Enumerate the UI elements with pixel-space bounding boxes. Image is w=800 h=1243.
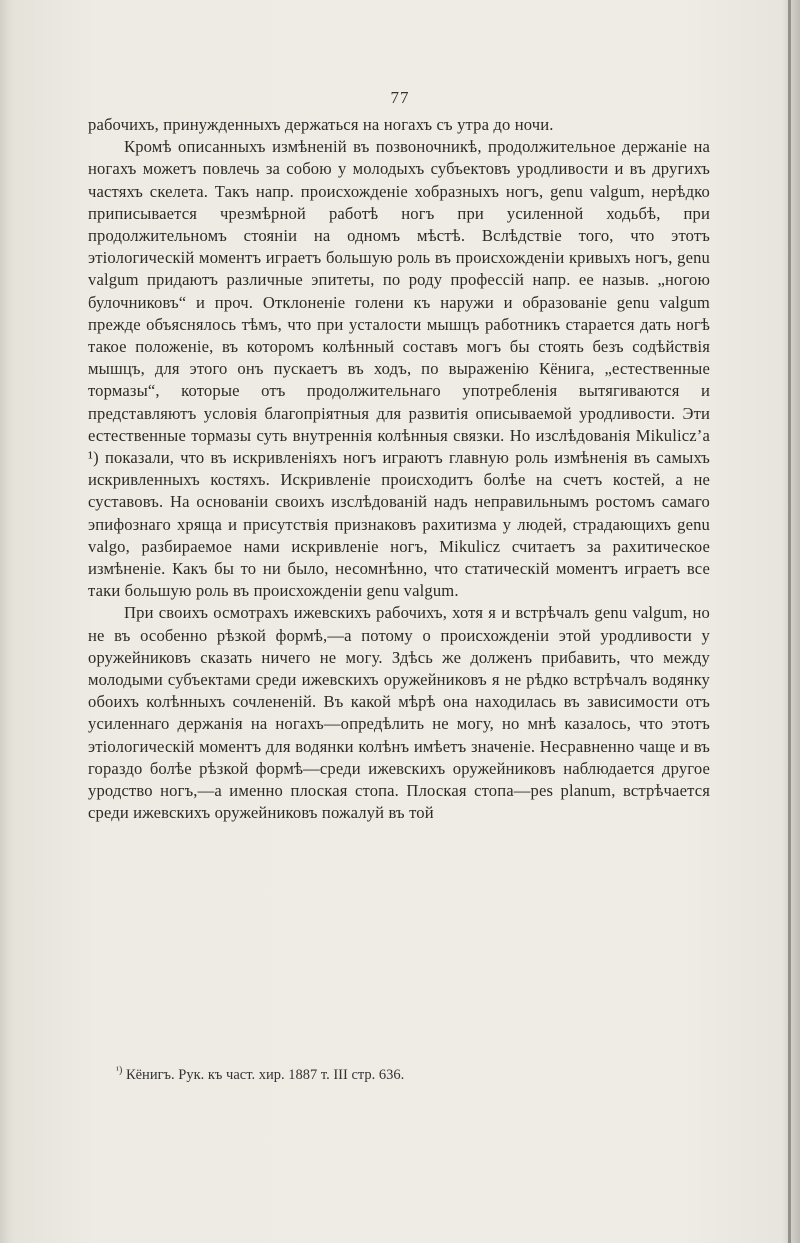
footnote-rule xyxy=(305,1063,505,1064)
page-right-edge xyxy=(782,0,800,1243)
body-text xyxy=(88,114,710,825)
footnote xyxy=(116,1066,676,1084)
paragraph: рабочихъ, принужденныхъ держаться на ногахъ съ утра до ночи. xyxy=(88,115,554,134)
footnote-text: Кёнигъ. Рук. къ част. хир. 1887 т. III стр. 636. xyxy=(122,1067,405,1083)
page-left-edge xyxy=(0,0,14,1243)
footnote-marker: ¹) xyxy=(116,1065,123,1077)
paragraph: При своихъ осмотрахъ ижевскихъ рабочихъ, хотя я и встрѣчалъ genu valgum, но не въ особенно рѣзкой формѣ,—а потому о происхожденіи этой уродливости у оружейниковъ сказать ничего не могу. Здѣсь же долженъ прибавить, что между молодыми субъектами среди ижевскихъ оружейниковъ я не рѣдко встрѣчалъ водянку обоихъ колѣнныхъ сочлененій. Въ какой мѣрѣ она находилась въ зависимости отъ усиленнаго держанія на ногахъ—опредѣлить не могу, но мнѣ казалось, что этотъ этіологическій моментъ для водянки колѣнъ имѣетъ значеніе. Несравненно чаще и въ гораздо болѣе рѣзкой формѣ—среди ижевскихъ оружейниковъ наблюдается другое уродство ногъ,—а именно плоская стопа. Плоская стопа—pes planum, встрѣчается среди ижевскихъ оружейниковъ пожалуй въ той xyxy=(88,603,710,823)
paragraph: Кромѣ описанныхъ измѣненій въ позвоночникѣ, продолжительное держаніе на ногахъ можетъ повлечь за собою у молодыхъ субъектовъ уродливости и въ другихъ частяхъ скелета. Такъ напр. происхожденіе хобразныхъ ногъ, genu valgum, нерѣдко приписывается чрезмѣрной работѣ ногъ при усиленной ходьбѣ, при продолжительномъ стояніи на одномъ мѣстѣ. Вслѣдствіе того, что этотъ этіологическій моментъ играетъ большую роль въ происхожденіи кривыхъ ногъ, genu valgum придаютъ различные эпитеты, по роду профессій напр. ее назыв. „ногою булочниковъ“ и проч. Отклоненіе голени къ наружи и образованіе genu valgum прежде объяснялось тѣмъ, что при усталости мышцъ работникъ старается дать ногѣ такое положеніе, въ которомъ колѣнный составъ могъ бы стоять безъ содѣйствія мышцъ, для этого онъ пускаетъ въ ходъ, по выраженію Кёнига, „естественные тормазы“, которые отъ продолжительнаго употребленія вытягиваются и представляютъ условія благопріятныя для развитія описываемой уродливости. Эти естественные тормазы суть внутреннія колѣнныя связки. Но изслѣдованія Mikulicz’а ¹) показали, что въ искривленіяхъ ногъ играютъ главную роль измѣненія въ самыхъ искривленныхъ костяхъ. Искривленіе происходитъ болѣе на счетъ костей, а не суставовъ. На основаніи своихъ изслѣдованій надъ неправильнымъ ростомъ самаго эпифознаго хряща и присутствія признаковъ рахитизма у людей, страдающихъ genu valgo, разбираемое нами искривленіе ногъ, Mikulicz считаетъ за рахитическое измѣненіе. Какъ бы то ни было, несомнѣнно, что статическій моментъ играетъ все таки большую роль въ происхожденіи genu valgum. xyxy=(88,137,710,601)
page-number: 77 xyxy=(390,88,410,107)
page-binding-line xyxy=(788,0,791,1243)
